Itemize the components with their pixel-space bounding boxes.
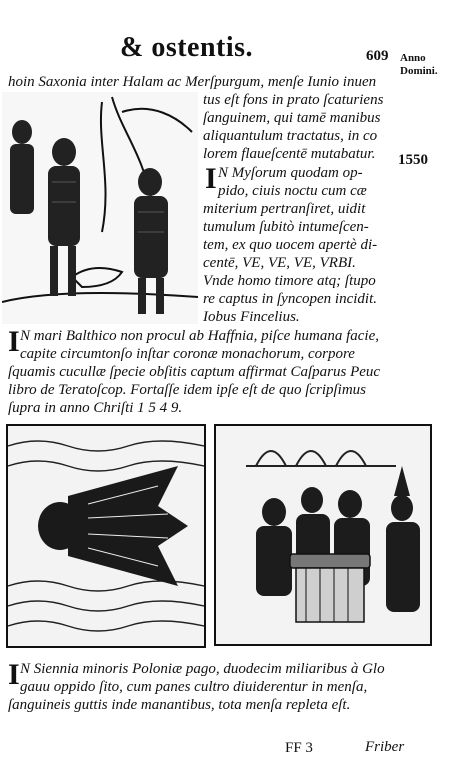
text-line: libro de Teratoſcop. Fortaſſe idem ipſe eſt de quo ſcripſimus — [8, 382, 367, 398]
text-line: N Myſorum quodam op- — [218, 165, 363, 181]
running-head: & ostentis. — [120, 32, 254, 63]
folio-number: 609 — [366, 48, 389, 64]
text-line: re captus in ſyncopen incidit. — [203, 291, 377, 307]
signature-mark: FF 3 — [285, 740, 313, 756]
drop-cap: I — [205, 162, 217, 195]
drop-cap: I — [8, 325, 20, 358]
text-line: Vnde homo timore atq; ſtupo — [203, 273, 376, 289]
text-line: centē, VE, VE, VE, VRBI. — [203, 255, 356, 271]
text-line: aliquantulum tractatus, in co — [203, 128, 378, 144]
catchword: Friber — [365, 739, 405, 755]
woodcut-fish-illustration — [8, 426, 204, 646]
woodcut-spring-illustration — [2, 92, 198, 324]
text-line: ſupra in anno Chriſti 1 5 4 9. — [8, 400, 183, 416]
woodcut-spring-scene — [2, 92, 198, 324]
text-line: lorem flaueſcentē mutabatur. — [203, 146, 376, 162]
text-line: tumulum ſubitò intumeſcen- — [203, 219, 369, 235]
text-line: tus eſt fons in prato ſcaturiens — [203, 92, 384, 108]
margin-year: 1550 — [398, 152, 428, 168]
text-line: ſquamis cucullæ ſpecie obſitis captum affirmat Caſparus Peuc — [8, 364, 381, 380]
text-line: ſanguineis guttis inde manantibus, tota menſa repleta eſt. — [8, 697, 351, 713]
woodcut-monk-fish — [6, 424, 206, 648]
margin-note-anno-domini: Anno Domini. — [400, 52, 438, 77]
text-line: N Siennia minoris Poloniæ pago, duodecim miliaribus à Glo — [20, 661, 385, 677]
text-line: N mari Balthico non procul ab Haffnia, piſce humana facie, — [20, 328, 379, 344]
woodcut-bleeding-bread-scene — [214, 424, 432, 646]
text-line: Iobus Fincelius. — [203, 309, 300, 325]
text-line: capite circumtonſo inſtar coronæ monachorum, corpore — [20, 346, 355, 362]
text-line: gauu oppido ſito, cum panes cultro diuiderentur in menſa, — [20, 679, 368, 695]
text-line: ſanguinem, qui tamē manibus — [203, 110, 381, 126]
drop-cap: I — [8, 658, 20, 691]
text-line: miterium pertranſiret, uidit — [203, 201, 366, 217]
text-line: tem, ex quo uocem apertè di- — [203, 237, 378, 253]
woodcut-table-illustration — [216, 426, 430, 644]
text-line: pido, ciuis noctu cum cæ — [218, 183, 367, 199]
text-line: hoin Saxonia inter Halam ac Merſpurgum, menſe Iunio inuen — [8, 74, 377, 90]
